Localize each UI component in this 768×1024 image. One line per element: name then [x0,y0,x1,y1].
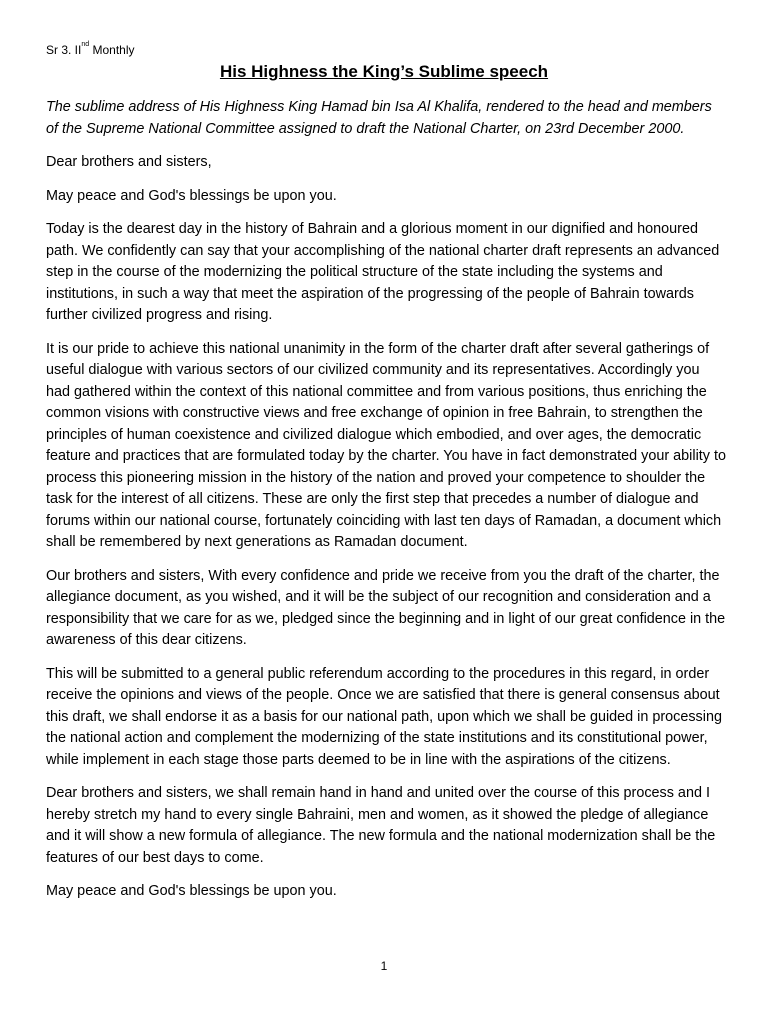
paragraph-greeting: May peace and God's blessings be upon you. [46,187,337,204]
paragraph-hand-in-hand: Dear brothers and sisters, we shall remain hand in hand and united over the course of this process and I hereby stretch my hand to every single Bahraini, men and women, as it showed the pledge of allegiance and it will show a new formula of allegiance. The new formula and the national modernization shall be the features of our best days to come. [46,785,716,866]
paragraph-salutation: Dear brothers and sisters, [46,154,212,170]
page-title: His Highness the King’s Sublime speech [219,62,549,81]
page-number: 1 [380,959,388,973]
document-reference [46,42,135,58]
reference-suffix: Monthly [89,43,135,57]
reference-prefix: Sr 3. II [46,43,82,57]
paragraph-charter-receipt: Our brothers and sisters, With every confidence and pride we receive from you the draft of the charter, the allegiance document, as you wished, and it will be the subject of our recognition and consideration and a responsibility that we care for as we, pledged since the beginning and in light of our great confidence in the awareness of this dear citizens. [46,567,726,648]
reference-superscript: nd [81,41,90,48]
paragraph-dearest-day: Today is the dearest day in the history of Bahrain and a glorious moment in our dignified and honoured path. We confidently can say that your accomplishing of the national charter draft represents an advanced step in the course of the modernizing the political structure of the state including the systems and institutions, in such a way that meet the aspiration of the progressing of the people of Bahrain towards further civilized progress and rising. [46,221,720,323]
paragraph-closing-greeting: May peace and God's blessings be upon you. [46,883,337,899]
document-body [46,97,726,915]
intro-paragraph: The sublime address of His Highness King Hamad bin Isa Al Khalifa, rendered to the head and members of the Supreme National Committee assigned to draft the National Charter, on 23rd December 2000. [46,99,712,137]
paragraph-referendum: This will be submitted to a general public referendum according to the procedures in this regard, in order receive the opinions and views of the people. Once we are satisfied that there is general consensus about this draft, we shall endorse it as a basis for our national path, upon which we shall be guided in processing the national action and complement the modernizing of the state institutions and its constitutional power, while implement in each stage those parts deemed to be in line with the aspirations of the citizens. [46,665,722,768]
paragraph-national-unanimity: It is our pride to achieve this national unanimity in the form of the charter draft after several gatherings of useful dialogue with various sectors of our civilized community and its representatives. Accordingly you had gathered within the context of this national committee and from various positions, thus enriching the common visions with constructive views and free exchange of opinion in free Bahrain, to strengthen the principles of human coexistence and civilized dialogue which embodied, and over ages, the democratic feature and practices that are formulated today by the charter. You have in fact demonstrated your ability to process this pioneering mission in the history of the nation and proved your competence to shoulder the task for the interest of all citizens. These are only the first step that precedes a number of dialogue and forums within our national course, fortunately coinciding with last ten days of Ramadan, a document which shall be remembered by next generations as Ramadan document. [46,340,726,550]
